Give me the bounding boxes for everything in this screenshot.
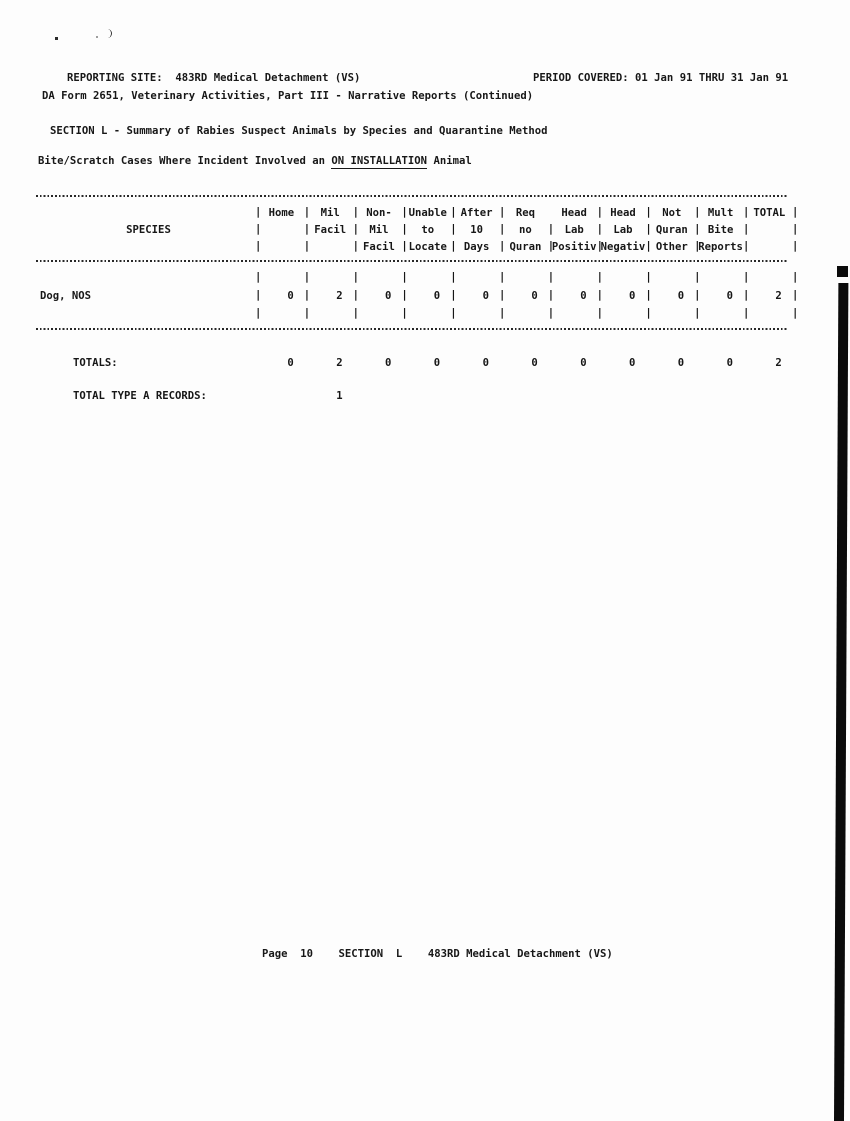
table-header-row-3 <box>257 241 794 254</box>
header-cell: | Quran <box>501 241 550 254</box>
header-cell: | Facil <box>306 224 355 237</box>
empty-cell <box>257 308 306 321</box>
header-cell: | Bite <box>696 224 745 237</box>
value-cell: | 0 <box>355 290 404 303</box>
scan-speck <box>106 29 112 38</box>
totals-cell: 2 <box>336 357 343 369</box>
empty-cell <box>550 272 599 285</box>
table-header-row-1 <box>257 207 794 220</box>
empty-cell <box>306 308 355 321</box>
value-cell: | 0 <box>257 290 306 303</box>
scan-artifact-bar <box>834 283 848 1121</box>
totals-cell: 0 <box>677 357 685 369</box>
value-cell: | 0 <box>403 290 452 303</box>
totals-label: TOTALS: <box>73 357 118 369</box>
data-row <box>257 290 794 303</box>
header-cell: | 10 <box>452 224 501 237</box>
empty-cell <box>452 308 501 321</box>
empty-cell <box>501 308 550 321</box>
header-cell: | Mil <box>306 207 355 220</box>
empty-cell <box>745 308 794 321</box>
totals-cell: 0 <box>385 357 392 369</box>
value-cell: | 0 <box>550 290 599 303</box>
header-cell <box>257 224 306 237</box>
header-cell <box>306 241 355 254</box>
empty-cell <box>355 308 404 321</box>
header-cell: | Quran <box>647 224 696 237</box>
header-cell: | Req <box>501 207 550 220</box>
header-cell: | Unable <box>403 207 452 220</box>
value-cell: | 2 <box>306 290 355 303</box>
scan-artifact-square <box>837 266 848 277</box>
empty-cell <box>550 308 599 321</box>
header-cell: | to <box>403 224 452 237</box>
totals-cell: 0 <box>433 357 441 369</box>
value-cell: | 0 <box>599 290 648 303</box>
empty-cell <box>257 272 306 285</box>
value-cell: | 0 <box>501 290 550 303</box>
header-cell: | Not <box>647 207 696 220</box>
totals-cell: 0 <box>531 357 538 369</box>
totals-row <box>257 357 794 370</box>
empty-cell <box>696 272 745 285</box>
empty-cell <box>647 272 696 285</box>
header-cell <box>745 241 794 254</box>
header-cell: | Non- <box>355 207 404 220</box>
pipe-row <box>257 308 794 321</box>
header-cell: | Days <box>452 241 501 254</box>
case-type-line <box>38 155 472 168</box>
value-cell: | 0 <box>696 290 745 303</box>
empty-cell <box>355 272 404 285</box>
empty-cell <box>306 272 355 285</box>
reporting-site-line: REPORTING SITE: 483RD Medical Detachment (VS) <box>67 72 361 84</box>
type-a-records-value: 1 <box>336 390 343 402</box>
empty-cell <box>452 272 501 285</box>
header-cell: | no <box>501 224 550 237</box>
header-cell: | Positiv <box>550 241 599 254</box>
value-cell: | 2 <box>745 290 794 303</box>
empty-cell <box>696 308 745 321</box>
header-cell: | Mult <box>696 207 745 220</box>
case-type-emphasis: ON INSTALLATION <box>331 155 428 167</box>
header-cell: | Lab <box>599 224 648 237</box>
case-type-suffix: Animal <box>427 155 472 167</box>
empty-cell <box>745 272 794 285</box>
table-header-row-2 <box>257 224 794 237</box>
table-header-rule <box>36 260 787 262</box>
totals-cell: 2 <box>775 357 782 369</box>
value-cell: | 0 <box>452 290 501 303</box>
species-column-header: SPECIES <box>126 224 171 236</box>
totals-cell: 0 <box>628 357 636 369</box>
section-title-line: SECTION L - Summary of Rabies Suspect Animals by Species and Quarantine Method <box>50 125 548 137</box>
table-bottom-rule <box>36 328 787 330</box>
header-cell: | Other <box>647 241 696 254</box>
header-cell: | Locate <box>403 241 452 254</box>
header-cell: | After <box>452 207 501 220</box>
header-cell: | Head <box>599 207 648 220</box>
header-cell: | Mil <box>355 224 404 237</box>
table-top-rule <box>36 195 787 197</box>
totals-cell: 0 <box>580 357 587 369</box>
empty-cell <box>647 308 696 321</box>
footer-line: Page 10 SECTION L 483RD Medical Detachment (VS) <box>262 948 613 960</box>
pipe-row <box>257 272 794 285</box>
header-cell <box>257 241 306 254</box>
value-cell: | 0 <box>647 290 696 303</box>
totals-cell: 0 <box>287 357 294 369</box>
header-cell: Head <box>561 207 587 219</box>
form-title-line: DA Form 2651, Veterinary Activities, Part III - Narrative Reports (Continued) <box>42 90 534 102</box>
type-a-records-label: TOTAL TYPE A RECORDS: <box>73 390 207 402</box>
header-cell: | Home <box>257 207 306 220</box>
empty-cell <box>403 308 452 321</box>
header-cell: | TOTAL <box>745 207 794 220</box>
scan-speck <box>55 37 58 40</box>
period-covered-line: PERIOD COVERED: 01 Jan 91 THRU 31 Jan 91 <box>533 72 789 84</box>
empty-cell <box>403 272 452 285</box>
totals-cell: 0 <box>482 357 489 369</box>
empty-cell <box>501 272 550 285</box>
totals-cell: 0 <box>726 357 733 369</box>
empty-cell <box>599 272 648 285</box>
scan-speck <box>96 36 98 38</box>
header-cell: | Negativ <box>599 241 648 254</box>
species-cell: Dog, NOS <box>40 290 92 302</box>
empty-cell <box>599 308 648 321</box>
header-cell: | Facil <box>355 241 404 254</box>
case-type-prefix: Bite/Scratch Cases Where Incident Involved an <box>38 155 332 167</box>
header-cell: | Reports <box>696 241 745 254</box>
header-cell <box>745 224 794 237</box>
header-cell: | Lab <box>550 224 599 237</box>
